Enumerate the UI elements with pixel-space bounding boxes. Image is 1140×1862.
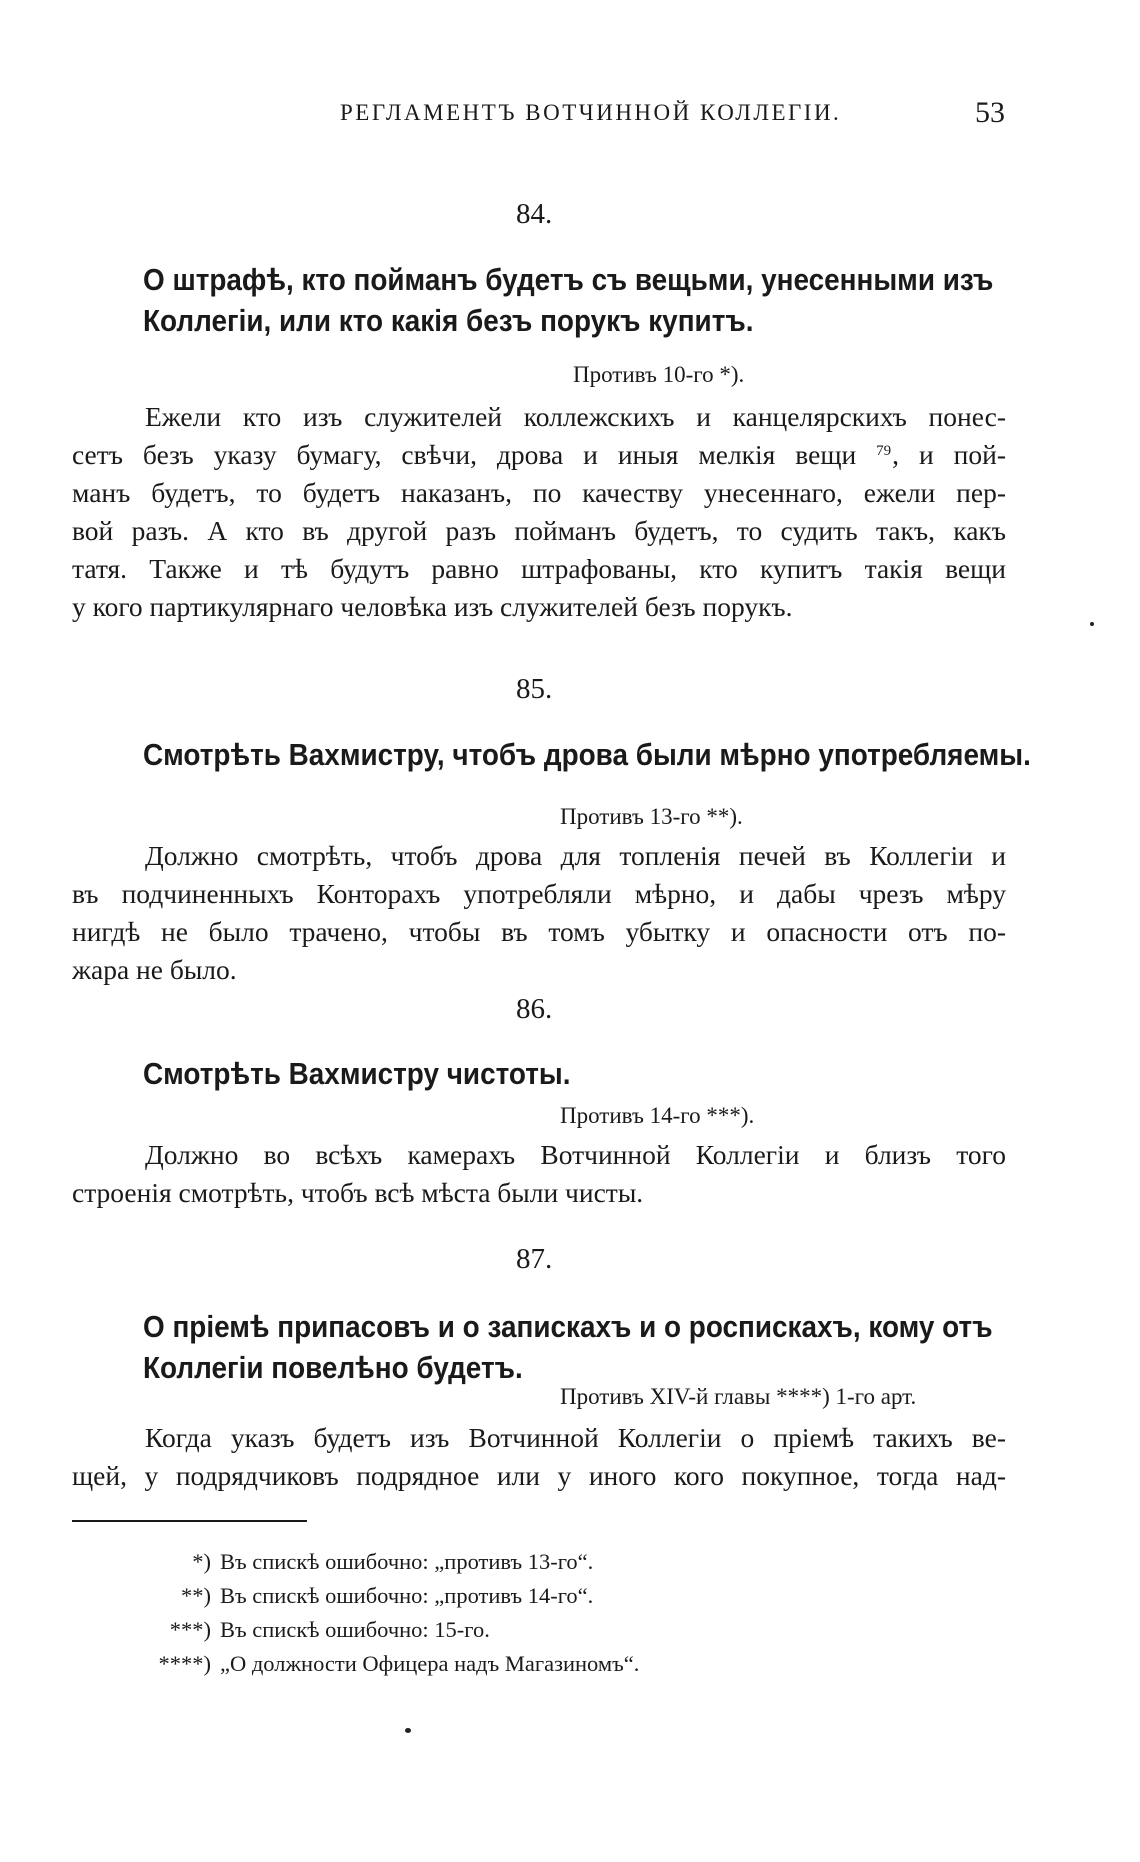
article-reference: Противъ 13-го **). [560, 804, 743, 829]
endnote-ref: 79 [876, 443, 892, 459]
body-line: Ежели кто изъ служителей коллежскихъ и канцелярскихъ понес- [145, 401, 1006, 432]
heading-line: О пріемѣ припасовъ и о запискахъ и о роспискахъ, кому отъ [143, 1309, 993, 1344]
footnote-text: Въ спискѣ ошибочно: 15-го. [220, 1617, 490, 1642]
article-reference: Противъ XIV-й главы ****) 1-го арт. [560, 1384, 917, 1409]
body-line: строенія смотрѣть, чтобъ всѣ мѣста были чисты. [72, 1177, 644, 1208]
article-body [72, 398, 1006, 626]
body-line: въ подчиненныхъ Конторахъ употребляли мѣрно, и дабы чрезъ мѣру [72, 878, 1006, 909]
running-head: РЕГЛАМЕНТЪ ВОТЧИННОЙ КОЛЛЕГІИ. [340, 100, 842, 125]
article-number: 86. [516, 993, 553, 1025]
footnote-mark: *) [192, 1549, 211, 1574]
heading-line: О штрафѣ, кто пойманъ будетъ съ вещьми, унесенными изъ [143, 262, 994, 297]
article-heading [143, 1306, 993, 1388]
body-line: у кого партикулярнаго человѣка изъ служителей безъ порукъ. [72, 591, 793, 622]
footnote [72, 1613, 639, 1647]
article-body [72, 1419, 1006, 1495]
article-heading [143, 259, 993, 341]
body-line: жара не было. [72, 954, 237, 985]
footnotes [72, 1545, 639, 1681]
print-speck [405, 1728, 411, 1733]
footnote-mark: **) [181, 1583, 211, 1608]
article-reference: Противъ 14-го ***). [560, 1103, 755, 1128]
page-number: 53 [975, 96, 1005, 129]
body-line: Должно смотрѣть, чтобъ дрова для топленія печей въ Коллегіи и [145, 840, 1006, 871]
body-line: сетъ безъ указу бумагу, свѣчи, дрова и иныя мелкія вещи $^{79}$, и пой- [72, 439, 1006, 470]
article-number: 87. [516, 1243, 553, 1275]
article-body [72, 1136, 1006, 1212]
footnote-text: Въ спискѣ ошибочно: „противъ 14-го“. [220, 1583, 594, 1608]
footnote-mark: ****) [158, 1651, 211, 1676]
heading-line: Коллегіи повелѣно будетъ. [143, 1350, 523, 1385]
article-reference: Противъ 10-го *). [573, 362, 745, 387]
article-body [72, 837, 1006, 989]
body-line: нигдѣ не было трачено, чтобы въ томъ убытку и опасности отъ по- [72, 916, 1006, 947]
body-line: щей, у подрядчиковъ подрядное или у иного кого покупное, тогда над- [72, 1460, 1006, 1491]
footnote [72, 1545, 639, 1579]
body-line: татя. Также и тѣ будутъ равно штрафованы, кто купитъ такія вещи [72, 553, 1006, 584]
article-heading [143, 734, 1031, 775]
footnote-text: „О должности Офицера надъ Магазиномъ“. [220, 1651, 640, 1676]
footnote-mark: ***) [169, 1617, 211, 1642]
heading-line: Смотрѣть Вахмистру, чтобъ дрова были мѣрно употребляемы. [143, 737, 1031, 772]
article-number: 84. [516, 198, 553, 230]
body-line: Должно во всѣхъ камерахъ Вотчинной Коллегіи и близъ того [145, 1139, 1006, 1170]
article-heading [143, 1053, 571, 1094]
article-number: 85. [516, 673, 553, 705]
heading-line: Коллегіи, или кто какія безъ порукъ купитъ. [143, 303, 754, 338]
body-line: манъ будетъ, то будетъ наказанъ, по качеству унесеннаго, ежели пер- [72, 477, 1006, 508]
footnote [72, 1579, 639, 1613]
footnote [72, 1647, 639, 1681]
body-line: Когда указъ будетъ изъ Вотчинной Коллегіи о пріемѣ такихъ ве- [145, 1422, 1006, 1453]
heading-line: Смотрѣть Вахмистру чистоты. [143, 1056, 571, 1091]
footnote-separator [72, 1520, 307, 1522]
body-line: вой разъ. А кто въ другой разъ пойманъ будетъ, то судить такъ, какъ [72, 515, 1006, 546]
print-speck [1090, 622, 1094, 626]
footnote-text: Въ спискѣ ошибочно: „противъ 13-го“. [220, 1549, 594, 1574]
